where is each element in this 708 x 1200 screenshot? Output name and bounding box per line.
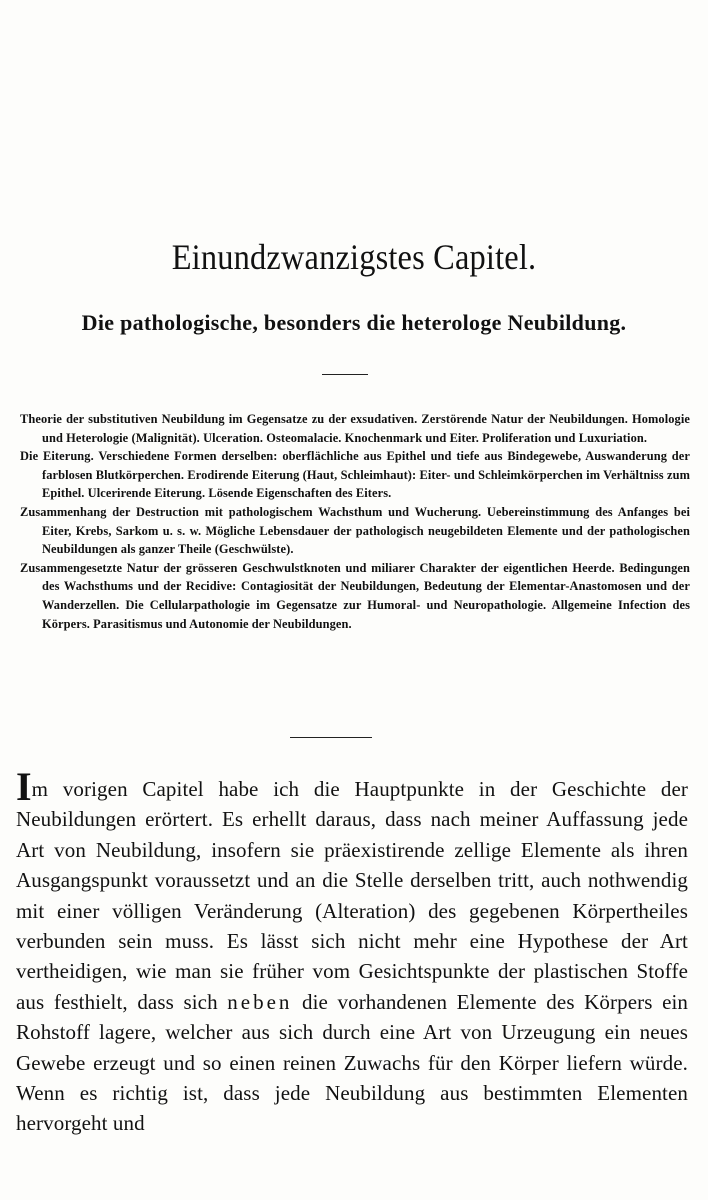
body-paragraph xyxy=(16,764,689,1139)
chapter-subtitle: Die pathologische, besonders die heterologe Neubildung. xyxy=(81,310,627,335)
drop-cap: I xyxy=(16,764,32,809)
body-text-part: die vorhandenen Elemente des Körpers ein Rohstoff lagere, welcher aus sich durch eine Art von Urzeugung ein neues Gewebe erzeugt und so einen reinen Zuwachs für den Körper liefern würde. Wenn es richtig ist, dass jede Neubildung aus bestimmten Elementen hervorgeht und xyxy=(16,989,689,1136)
summary-paragraph: Zusammengesetzte Natur der grösseren Geschwulstknoten und miliarer Charakter der eigentlichen Heerde. Bedingungen des Wachsthums und der Recidive: Contagiosität der Neubildungen, Bedeutung der Elementar-Anastomosen und der Wanderzellen. Die Cellularpathologie im Gegensatze zur Humoral- und Neuropathologie. Allgemeine Infection des Körpers. Parasitismus und Autonomie der Neubildungen. xyxy=(20,560,690,631)
chapter-summary xyxy=(20,410,690,633)
body-text-part: m vorigen Capitel habe ich die Hauptpunkte in der Geschichte der Neubildungen erörtert. Es erhellt daraus, dass nach meiner Auffassung jede Art von Neubildung, insofern sie präexistirende zellige Elemente als ihren Ausgangspunkt voraussetzt und an die Stelle derselben tritt, auch nothwendig mit einer völligen Veränderung (Alteration) des gegebenen Körpertheiles verbunden sein muss. Es lässt sich nicht mehr eine Hypothese der Art vertheidigen, wie man sie früher vom Gesichtspunkte der plastischen Stoffe aus festhielt, dass sich xyxy=(16,777,688,1014)
emphasized-word: neben xyxy=(227,989,293,1014)
summary-paragraph: Zusammenhang der Destruction mit pathologischem Wachsthum und Wucherung. Uebereinstimmung des Anfanges bei Eiter, Krebs, Sarkom u. s. w. Mögliche Lebensdauer der pathologisch neugebildeten Elemente und der pathologischen Neubildungen als ganzer Theile (Geschwülste). xyxy=(20,504,690,557)
divider-rule xyxy=(290,737,372,738)
chapter-title: Einundzwanzigstes Capitel. xyxy=(171,237,537,277)
divider-rule xyxy=(322,374,368,375)
summary-paragraph: Die Eiterung. Verschiedene Formen derselben: oberflächliche aus Epithel und tiefe aus Bindegewebe, Auswanderung der farblosen Blutkörperchen. Erodirende Eiterung (Haut, Schleimhaut): Eiter- und Schleimkörperchen im Verhältniss zum Epithel. Ulcerirende Eiterung. Lösende Eigenschaften des Eiters. xyxy=(20,449,690,501)
body-text xyxy=(16,764,689,1139)
summary-paragraph: Theorie der substitutiven Neubildung im Gegensatze zu der exsudativen. Zerstörende Natur der Neubildungen. Homologie und Heterologie (Malignität). Ulceration. Osteomalacie. Knochenmark und Eiter. Proliferation und Luxuriation. xyxy=(20,412,690,445)
